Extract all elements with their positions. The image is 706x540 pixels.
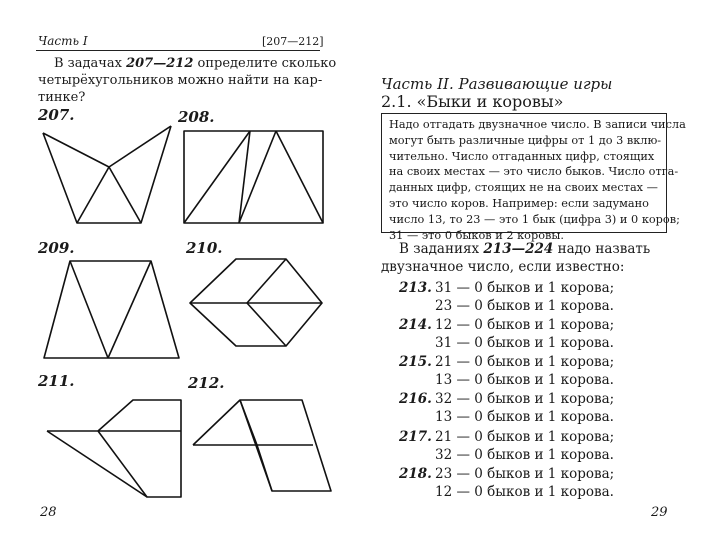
left-intro-before: В задачах [54,56,127,71]
figure-211 [47,400,181,497]
left-intro-line3: тинке? [38,90,86,105]
figure-number-210: 210. [186,239,223,257]
task-number: 213. [399,280,432,296]
task-line: 21 — 0 быков и 1 корова; [435,429,615,445]
rules-line: чительно. Число отгаданных цифр, стоящих [389,149,655,163]
task-number: 217. [399,429,432,445]
rules-line: 31 — это 0 быков и 2 коровы. [389,228,564,242]
right-intro-before: В заданиях [399,241,484,257]
figure-210 [190,259,322,346]
geometry-figures [0,0,340,500]
section-title: 2.1. «Быки и коровы» [381,92,564,111]
task-line: 21 — 0 быков и 1 корова; [435,354,615,370]
task-line: 12 — 0 быков и 1 корова. [435,484,614,500]
figure-209 [44,261,179,358]
right-intro-range: 213—224 [483,241,554,257]
figure-207 [43,126,171,223]
task-line: 32 — 0 быков и 1 корова; [435,391,615,407]
rules-line: Надо отгадать двузначное число. В записи числа [389,118,686,131]
rules-line: могут быть различные цифры от 1 до 3 вклю- [389,133,662,147]
right-intro-line2: двузначное число, если известно: [381,259,625,275]
task-line: 31 — 0 быков и 1 корова. [435,335,614,351]
figure-number-209: 209. [38,239,75,257]
left-intro-after: определите сколько [193,56,337,71]
section-label: Часть II. Развивающие игры [381,75,613,93]
task-line: 13 — 0 быков и 1 корова. [435,372,614,388]
task-line: 23 — 0 быков и 1 корова; [435,466,615,482]
rules-line: число 13, то 23 — это 1 бык (цифра 3) и 0 коров; [389,212,680,226]
task-line: 31 — 0 быков и 1 корова; [435,280,615,296]
task-number: 216. [399,391,432,407]
rules-line: данных цифр, стоящих не на своих местах — [389,181,658,195]
figure-208 [184,131,323,223]
rules-line: на своих местах — это число быков. Число отга- [389,165,679,179]
left-intro-range: 207—212 [126,56,194,71]
task-line: 23 — 0 быков и 1 корова. [435,298,614,314]
rules-box [381,113,686,242]
task-number: 218. [399,466,432,482]
right-page-number: 29 [651,505,668,520]
task-number: 214. [399,317,432,333]
figure-number-211: 211. [38,372,75,390]
task-line: 12 — 0 быков и 1 корова; [435,317,615,333]
figure-212 [193,400,331,491]
right-intro-text [381,240,671,276]
left-intro-line2: четырёхугольников можно найти на кар- [38,73,323,88]
left-header-range: [207—212] [262,35,324,48]
left-header-section: Часть I [38,34,88,48]
left-page-number: 28 [40,505,57,520]
task-number: 215. [399,354,432,370]
figure-number-212: 212. [188,374,225,392]
task-line: 13 — 0 быков и 1 корова. [435,409,614,425]
figure-number-207: 207. [38,106,75,124]
figure-number-208: 208. [178,108,215,126]
rules-line: это число коров. Например: если задумано [389,196,649,210]
task-line: 32 — 0 быков и 1 корова. [435,447,614,463]
right-intro-after: надо назвать [553,241,651,257]
